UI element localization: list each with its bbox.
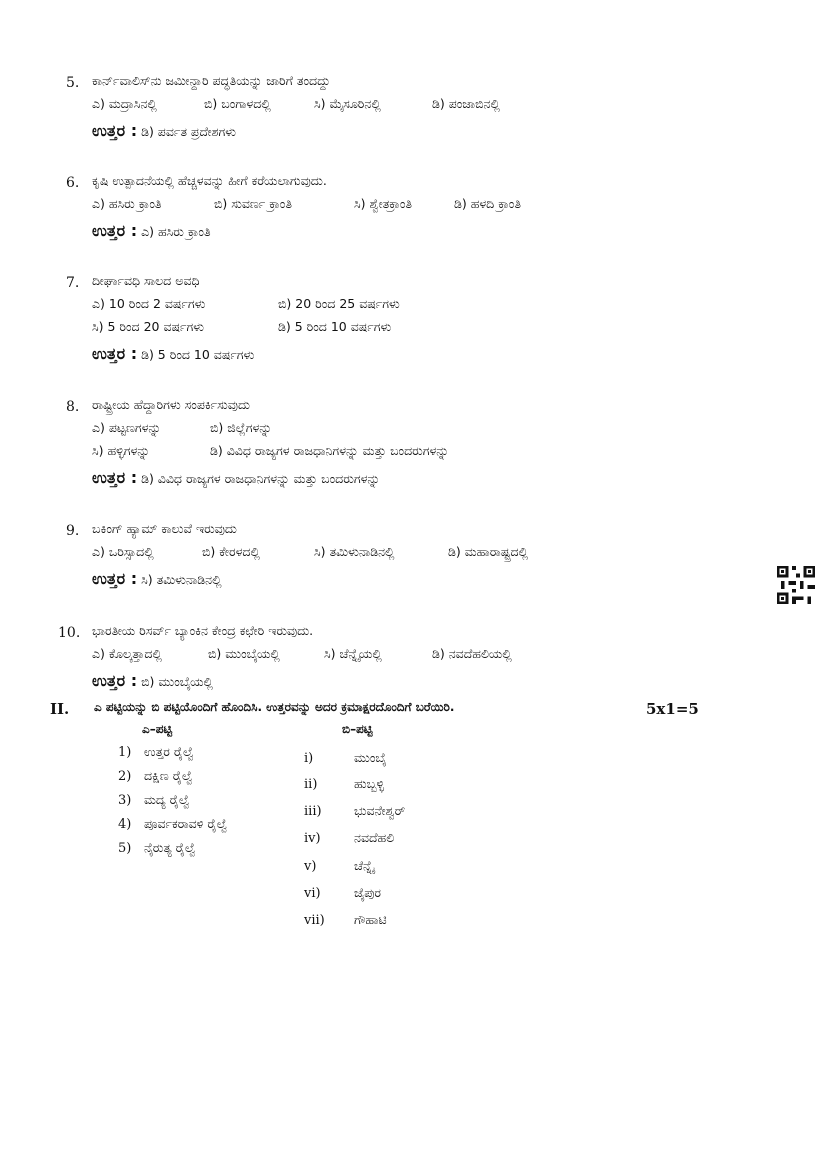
option-b: ಬಿ) ಬಂಗಾಳದಲ್ಲಿ: [204, 96, 271, 111]
option-b: ಬಿ) ಜಿಲ್ಲೆಗಳನ್ನು: [210, 420, 272, 435]
list-b-title: ಬಿ–ಪಟ್ಟಿ: [342, 722, 373, 736]
qr-code: [776, 566, 816, 604]
answer-text: ಬಿ) ಮುಂಬೈಯಲ್ಲಿ: [141, 674, 213, 689]
answer-text: ಡಿ) 5 ರಿಂದ 10 ವರ್ಷಗಳು: [141, 347, 255, 362]
list-b-item: vii) ಗೌಹಾಟಿ: [304, 912, 387, 928]
option-c: ಸಿ) ಶ್ವೇತಕ್ರಾಂತಿ: [354, 196, 413, 211]
question-stem: ಕೃಷಿ ಉತ್ಪಾದನೆಯಲ್ಲಿ ಹೆಚ್ಚಳವನ್ನು ಹೀಗೆ ಕರೆಯಲಾಗುವುದು.: [92, 173, 327, 188]
option-c: ಸಿ) ಮೈಸೂರಿನಲ್ಲಿ: [314, 96, 381, 111]
option-b: ಬಿ) ಮುಂಬೈಯಲ್ಲಿ: [208, 646, 280, 661]
answer-text: ಡಿ) ವಿವಿಧ ರಾಜ್ಯಗಳ ರಾಜಧಾನಿಗಳನ್ನು ಮತ್ತು ಬಂದರುಗಳನ್ನು: [141, 471, 380, 486]
list-a-item: 4) ಪೂರ್ವಕರಾವಳಿ ರೈಲ್ವೆ: [118, 816, 228, 832]
question-number: 9.: [66, 523, 80, 539]
question-stem: ದೀರ್ಘಾವಧಿ ಸಾಲದ ಅವಧಿ: [92, 273, 200, 288]
option-a: ಎ) ಹಸಿರು ಕ್ರಾಂತಿ: [92, 196, 162, 211]
option-b: ಬಿ) ಸುವರ್ಣ ಕ್ರಾಂತಿ: [214, 196, 292, 211]
list-a-item: 3) ಮದ್ಯ ರೈಲ್ವೆ: [118, 792, 190, 808]
list-a-item: 5) ನೈರುತ್ಯ ರೈಲ್ವೆ: [118, 840, 196, 856]
question-7: [66, 270, 626, 367]
list-b-item: v) ಚೆನ್ನೈ: [304, 858, 375, 874]
question-8: [66, 394, 626, 491]
option-c: ಸಿ) 5 ರಿಂದ 20 ವರ್ಷಗಳು: [92, 319, 205, 334]
question-9: [66, 518, 626, 592]
question-number: 6.: [66, 175, 80, 191]
option-a: ಎ) ಒರಿಸ್ಸಾದಲ್ಲಿ: [92, 544, 154, 559]
question-number: 8.: [66, 399, 80, 415]
question-number: 5.: [66, 75, 80, 91]
option-a: ಎ) ಕೊಲ್ಕತ್ತಾದಲ್ಲಿ: [92, 646, 162, 661]
list-b-item: iv) ನವದೆಹಲಿ: [304, 830, 395, 846]
option-a: ಎ) ಪಟ್ಟಣಗಳನ್ನು: [92, 420, 161, 435]
option-c: ಸಿ) ತಮಿಳುನಾಡಿನಲ್ಲಿ: [314, 544, 395, 559]
section-marks: 5x1=5: [646, 700, 699, 718]
option-a: ಎ) ಮದ್ರಾಸಿನಲ್ಲಿ: [92, 96, 157, 111]
list-b-item: ii) ಹುಬ್ಬಳ್ಳಿ: [304, 776, 385, 792]
question-10: [58, 620, 626, 694]
answer-label: ಉತ್ತರ :: [92, 569, 138, 588]
question-stem: ಕಾರ್ನ್‌ವಾಲಿಸ್‌ನು ಜಮೀನ್ದಾರಿ ಪದ್ಧತಿಯನ್ನು ಜಾರಿಗೆ ತಂದದ್ದು: [92, 73, 331, 88]
option-d: ಡಿ) ವಿವಿಧ ರಾಜ್ಯಗಳ ರಾಜಧಾನಿಗಳನ್ನು ಮತ್ತು ಬಂದರುಗಳನ್ನು: [210, 443, 449, 458]
question-number: 10.: [58, 625, 81, 641]
answer-label: ಉತ್ತರ :: [92, 468, 138, 487]
option-d: ಡಿ) ಹಳದಿ ಕ್ರಾಂತಿ: [454, 196, 521, 211]
section-instruction: ಎ ಪಟ್ಟಿಯನ್ನು ಬಿ ಪಟ್ಟಿಯೊಂದಿಗೆ ಹೊಂದಿಸಿ. ಉತ್ತರವನ್ನು ಅದರ ಕ್ರಮಾಕ್ಷರದೊಂದಿಗೆ ಬರೆಯಿರಿ.: [94, 700, 455, 714]
option-d: ಡಿ) ಪಂಜಾಬಿನಲ್ಲಿ: [432, 96, 500, 111]
question-stem: ಬಕಿಂಗ್ ಹ್ಯಾಮ್ ಕಾಲುವೆ ಇರುವುದು: [92, 521, 237, 536]
option-d: ಡಿ) 5 ರಿಂದ 10 ವರ್ಷಗಳು: [278, 319, 392, 334]
question-stem: ರಾಷ್ಟ್ರೀಯ ಹೆದ್ದಾರಿಗಳು ಸಂಪರ್ಕಿಸುವುದು: [92, 397, 251, 412]
list-b-item: i) ಮುಂಬೈ: [304, 750, 387, 766]
list-a-item: 1) ಉತ್ತರ ರೈಲ್ವೆ: [118, 744, 194, 760]
answer-text: ಡಿ) ಪರ್ವತ ಪ್ರದೇಶಗಳು: [141, 124, 237, 139]
list-a-title: ಎ–ಪಟ್ಟಿ: [142, 722, 173, 736]
answer-text: ಸಿ) ತಮಿಳುನಾಡಿನಲ್ಲಿ: [141, 572, 222, 587]
list-b-item: iii) ಭುವನೇಶ್ವರ್: [304, 803, 406, 819]
answer-label: ಉತ್ತರ :: [92, 671, 138, 690]
option-b: ಬಿ) 20 ರಿಂದ 25 ವರ್ಷಗಳು: [278, 296, 400, 311]
answer-text: ಎ) ಹಸಿರು ಕ್ರಾಂತಿ: [141, 224, 211, 239]
list-b-item: vi) ಜೈಪುರ: [304, 885, 381, 901]
question-5: [66, 70, 626, 144]
question-stem: ಭಾರತೀಯ ರಿಸರ್ವ್ ಬ್ಯಾಂಕಿನ ಕೇಂದ್ರ ಕಛೇರಿ ಇರುವುದು.: [92, 623, 314, 638]
answer-label: ಉತ್ತರ :: [92, 221, 138, 240]
option-a: ಎ) 10 ರಿಂದ 2 ವರ್ಷಗಳು: [92, 296, 206, 311]
option-c: ಸಿ) ಹಳ್ಳಿಗಳನ್ನು: [92, 443, 150, 458]
option-d: ಡಿ) ಮಹಾರಾಷ್ಟ್ರದಲ್ಲಿ: [448, 544, 529, 559]
option-d: ಡಿ) ನವದೆಹಲಿಯಲ್ಲಿ: [432, 646, 512, 661]
answer-label: ಉತ್ತರ :: [92, 121, 138, 140]
question-6: [66, 170, 626, 244]
answer-label: ಉತ್ತರ :: [92, 344, 138, 363]
list-a-item: 2) ದಕ್ಷಿಣ ರೈಲ್ವೆ: [118, 768, 193, 784]
option-b: ಬಿ) ಕೇರಳದಲ್ಲಿ: [202, 544, 260, 559]
option-c: ಸಿ) ಚೆನ್ನೈಯಲ್ಲಿ: [324, 646, 382, 661]
question-number: 7.: [66, 275, 80, 291]
section-number: II.: [50, 700, 70, 718]
